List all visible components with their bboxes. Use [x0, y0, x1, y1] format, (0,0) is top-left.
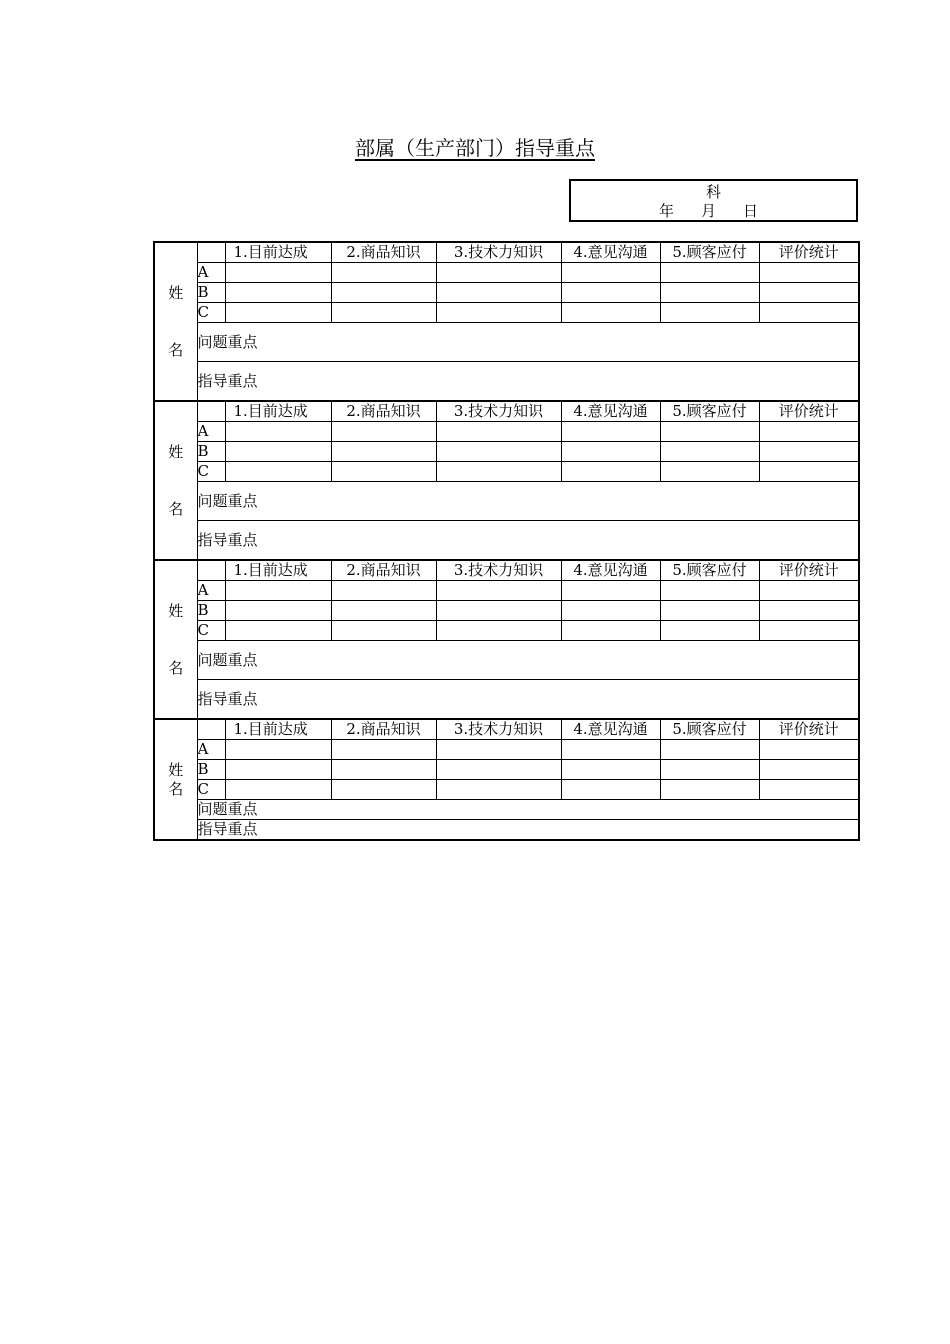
name-cell	[154, 401, 197, 560]
month-label: 月	[701, 202, 717, 220]
row-label: B	[197, 442, 225, 462]
row-label: A	[197, 422, 225, 442]
name-char-given: 名	[168, 499, 184, 518]
rating-row	[154, 283, 859, 303]
column-header: 1.目前达成	[225, 242, 331, 263]
dept-label: 科	[705, 183, 721, 201]
rating-cell[interactable]	[561, 621, 660, 641]
rating-row	[154, 740, 859, 760]
name-char-surname: 姓	[168, 442, 184, 461]
rating-cell[interactable]	[225, 740, 331, 760]
column-header: 3.技术力知识	[436, 560, 561, 581]
rating-cell[interactable]	[436, 442, 561, 462]
rating-cell[interactable]	[436, 263, 561, 283]
rating-cell[interactable]	[331, 740, 436, 760]
column-header: 2.商品知识	[331, 719, 436, 740]
name-char-surname: 姓	[168, 760, 184, 779]
rating-cell[interactable]	[436, 621, 561, 641]
rating-cell[interactable]	[331, 462, 436, 482]
rating-cell[interactable]	[225, 760, 331, 780]
name-char-surname: 姓	[168, 283, 184, 302]
rating-cell[interactable]	[561, 283, 660, 303]
column-header: 5.顾客应付	[660, 719, 759, 740]
column-header: 评价统计	[759, 719, 859, 740]
row-label: C	[197, 621, 225, 641]
rating-cell[interactable]	[660, 283, 759, 303]
rating-cell[interactable]	[660, 442, 759, 462]
rating-cell[interactable]	[759, 283, 859, 303]
rating-row	[154, 422, 859, 442]
rating-cell[interactable]	[660, 581, 759, 601]
page-title: 部属（生产部门）指导重点	[355, 136, 595, 160]
rating-cell[interactable]	[225, 462, 331, 482]
rating-cell[interactable]	[331, 283, 436, 303]
problem-focus-field[interactable]: 问题重点	[197, 323, 859, 362]
column-header: 1.目前达成	[225, 719, 331, 740]
rating-cell[interactable]	[436, 462, 561, 482]
rating-cell[interactable]	[660, 740, 759, 760]
rating-cell[interactable]	[561, 581, 660, 601]
rating-cell[interactable]	[331, 442, 436, 462]
guidance-focus-field[interactable]: 指导重点	[197, 521, 859, 561]
rating-cell[interactable]	[660, 462, 759, 482]
column-header: 1.目前达成	[225, 401, 331, 422]
name-char-given: 名	[168, 658, 184, 677]
name-cell	[154, 242, 197, 401]
rating-cell[interactable]	[331, 303, 436, 323]
rating-cell[interactable]	[436, 303, 561, 323]
rating-cell[interactable]	[436, 601, 561, 621]
rating-cell[interactable]	[225, 263, 331, 283]
column-header: 3.技术力知识	[436, 242, 561, 263]
row-label: B	[197, 760, 225, 780]
corner-cell	[197, 401, 225, 422]
name-char-given: 名	[168, 779, 184, 798]
column-header: 评价统计	[759, 560, 859, 581]
column-header: 2.商品知识	[331, 242, 436, 263]
rating-cell[interactable]	[561, 760, 660, 780]
corner-cell	[197, 242, 225, 263]
rating-cell[interactable]	[759, 303, 859, 323]
rating-cell[interactable]	[331, 422, 436, 442]
column-header: 1.目前达成	[225, 560, 331, 581]
rating-cell[interactable]	[225, 422, 331, 442]
row-label: A	[197, 740, 225, 760]
rating-row	[154, 442, 859, 462]
rating-cell[interactable]	[331, 621, 436, 641]
rating-cell[interactable]	[759, 462, 859, 482]
column-header: 评价统计	[759, 401, 859, 422]
problem-focus-field[interactable]: 问题重点	[197, 482, 859, 521]
rating-cell[interactable]	[225, 442, 331, 462]
name-spacer	[155, 621, 197, 659]
rating-cell[interactable]	[561, 422, 660, 442]
column-header: 4.意见沟通	[561, 560, 660, 581]
rating-cell[interactable]	[436, 581, 561, 601]
rating-row	[154, 581, 859, 601]
rating-cell[interactable]	[561, 740, 660, 760]
guidance-focus-field[interactable]: 指导重点	[197, 362, 859, 402]
year-label: 年	[659, 202, 675, 220]
rating-cell[interactable]	[436, 283, 561, 303]
rating-cell[interactable]	[759, 780, 859, 800]
rating-cell[interactable]	[561, 263, 660, 283]
rating-cell[interactable]	[331, 760, 436, 780]
column-header: 2.商品知识	[331, 401, 436, 422]
column-header: 4.意见沟通	[561, 401, 660, 422]
column-header: 2.商品知识	[331, 560, 436, 581]
rating-cell[interactable]	[660, 621, 759, 641]
name-char-given: 名	[168, 340, 184, 359]
row-label: A	[197, 581, 225, 601]
rating-row	[154, 621, 859, 641]
guidance-focus-field[interactable]: 指导重点	[197, 820, 859, 841]
name-cell	[154, 719, 197, 840]
name-char-surname: 姓	[168, 601, 184, 620]
name-spacer	[155, 303, 197, 341]
corner-cell	[197, 560, 225, 581]
rating-cell[interactable]	[660, 303, 759, 323]
dept-date-box	[569, 179, 858, 222]
column-header: 4.意见沟通	[561, 242, 660, 263]
rating-cell[interactable]	[436, 740, 561, 760]
column-header: 评价统计	[759, 242, 859, 263]
rating-cell[interactable]	[759, 760, 859, 780]
column-header: 5.顾客应付	[660, 401, 759, 422]
rating-cell[interactable]	[759, 581, 859, 601]
rating-cell[interactable]	[225, 621, 331, 641]
rating-cell[interactable]	[225, 780, 331, 800]
rating-cell[interactable]	[225, 283, 331, 303]
rating-row	[154, 303, 859, 323]
rating-cell[interactable]	[331, 581, 436, 601]
rating-row	[154, 780, 859, 800]
name-spacer	[155, 462, 197, 500]
rating-cell[interactable]	[561, 780, 660, 800]
column-header: 5.顾客应付	[660, 560, 759, 581]
row-label: B	[197, 283, 225, 303]
rating-cell[interactable]	[759, 263, 859, 283]
rating-cell[interactable]	[436, 422, 561, 442]
rating-cell[interactable]	[331, 601, 436, 621]
column-header: 4.意见沟通	[561, 719, 660, 740]
rating-cell[interactable]	[660, 263, 759, 283]
problem-focus-field[interactable]: 问题重点	[197, 800, 859, 820]
guidance-focus-field[interactable]: 指导重点	[197, 680, 859, 720]
row-label: C	[197, 462, 225, 482]
rating-cell[interactable]	[436, 780, 561, 800]
rating-cell[interactable]	[561, 462, 660, 482]
rating-cell[interactable]	[225, 303, 331, 323]
rating-cell[interactable]	[561, 442, 660, 462]
column-header: 3.技术力知识	[436, 719, 561, 740]
column-header: 3.技术力知识	[436, 401, 561, 422]
rating-cell[interactable]	[331, 263, 436, 283]
problem-focus-field[interactable]: 问题重点	[197, 641, 859, 680]
row-label: C	[197, 303, 225, 323]
rating-cell[interactable]	[225, 601, 331, 621]
rating-row	[154, 263, 859, 283]
rating-cell[interactable]	[561, 601, 660, 621]
rating-cell[interactable]	[331, 780, 436, 800]
name-cell	[154, 560, 197, 719]
column-header: 5.顾客应付	[660, 242, 759, 263]
rating-cell[interactable]	[759, 601, 859, 621]
guidance-form-table	[153, 241, 860, 841]
rating-cell[interactable]	[759, 422, 859, 442]
rating-cell[interactable]	[759, 442, 859, 462]
rating-cell[interactable]	[436, 760, 561, 780]
rating-row	[154, 462, 859, 482]
rating-cell[interactable]	[225, 581, 331, 601]
rating-cell[interactable]	[660, 760, 759, 780]
rating-row	[154, 760, 859, 780]
row-label: B	[197, 601, 225, 621]
rating-cell[interactable]	[660, 601, 759, 621]
day-label: 日	[743, 202, 759, 220]
row-label: A	[197, 263, 225, 283]
rating-cell[interactable]	[759, 740, 859, 760]
row-label: C	[197, 780, 225, 800]
rating-cell[interactable]	[660, 422, 759, 442]
rating-cell[interactable]	[660, 780, 759, 800]
rating-cell[interactable]	[561, 303, 660, 323]
rating-row	[154, 601, 859, 621]
corner-cell	[197, 719, 225, 740]
rating-cell[interactable]	[759, 621, 859, 641]
